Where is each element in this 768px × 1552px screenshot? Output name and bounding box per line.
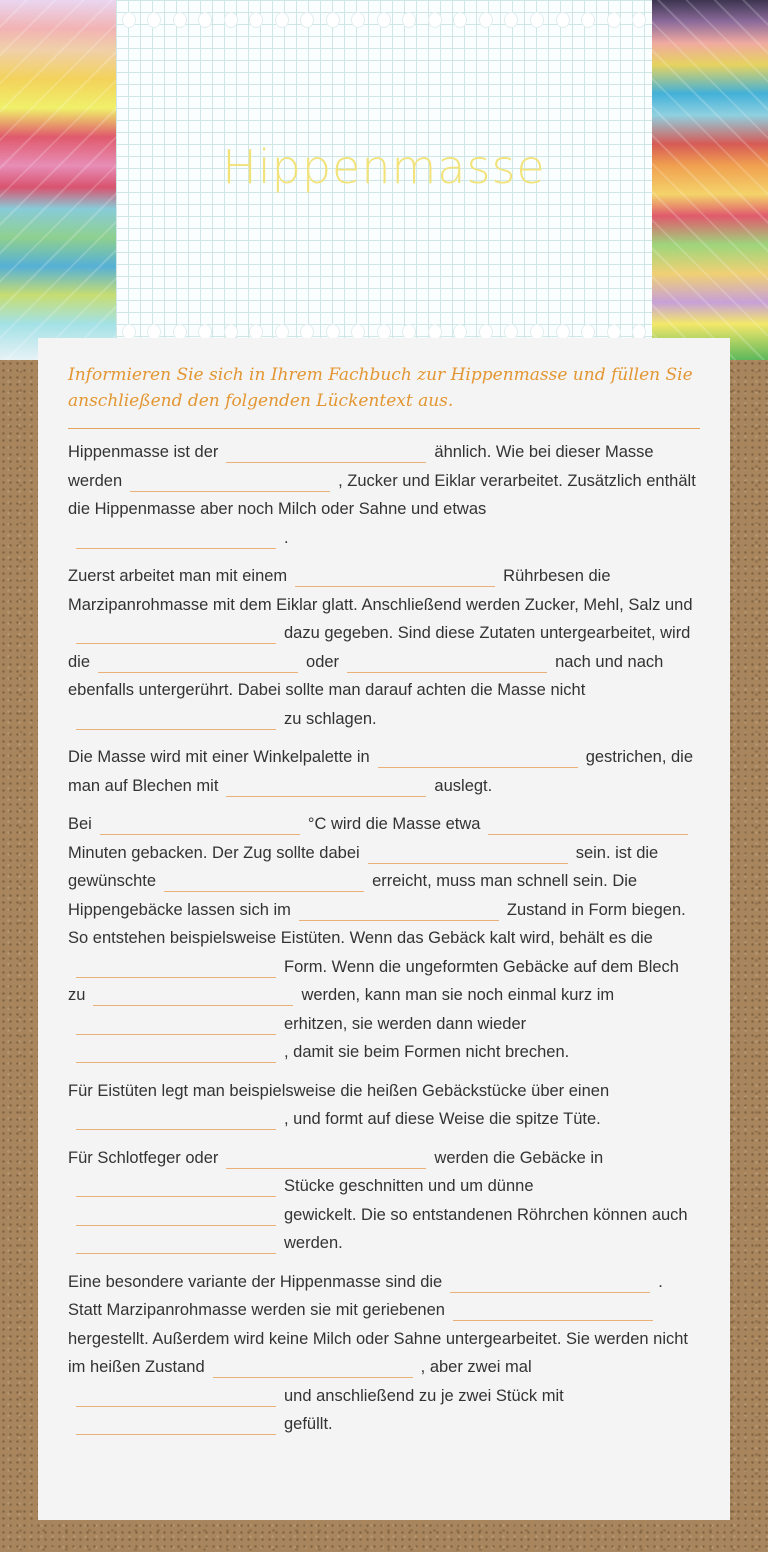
divider [68,428,700,429]
text-segment: °C wird die Masse etwa [307,815,481,833]
text-segment: zu schlagen. [284,709,377,728]
gap-input[interactable] [130,473,330,492]
paragraph [68,743,700,800]
text-segment: . Statt Marzipanrohmasse werden sie mit geriebenen [68,1272,663,1319]
text-segment: Hippenmasse ist der [68,443,219,461]
gap-input[interactable] [226,1150,426,1169]
gap-input[interactable] [450,1274,650,1293]
gap-input[interactable] [76,1416,276,1435]
text-segment: dazu gegeben. Sind diese Zutaten untergearbeitet, wird die [68,624,691,671]
text-segment: Für Eistüten legt man beispielsweise die heißen Gebäckstücke über einen [68,1081,610,1100]
gap-input[interactable] [378,749,578,768]
gap-input[interactable] [76,959,276,978]
cloze-text [68,438,700,1449]
text-segment: werden. [284,1234,343,1252]
gap-input[interactable] [76,1235,276,1254]
gap-input[interactable] [93,987,293,1006]
text-segment: Form. Wenn die ungeformten Gebäcke auf dem Blech zu [68,957,679,1004]
paragraph [68,1268,700,1439]
text-segment: Zustand in Form biegen. So entstehen beispielsweise Eistüten. Wenn das Gebäck kalt wird, behält es die [68,900,686,947]
gap-input[interactable] [98,654,298,673]
text-segment: , Zucker und Eiklar verarbeitet. Zusätzlich enthält die Hippenmasse aber noch Milch oder Sahne und etwas [68,471,696,518]
text-segment: Minuten gebacken. Der Zug sollte dabei [68,843,360,862]
chevron-pattern-left [0,0,116,360]
gap-input[interactable] [299,902,499,921]
gap-input[interactable] [76,1044,276,1063]
text-segment: gefüllt. [284,1415,333,1433]
text-segment: Stücke geschnitten und um dünne [284,1177,534,1195]
chevron-pattern-right [652,0,768,360]
instructions-text: Informieren Sie sich in Ihrem Fachbuch zur Hippenmasse und füllen Sie anschließend den folgenden Lückentext aus. [68,365,693,411]
text-segment: erhitzen, sie werden dann wieder [284,1014,527,1033]
paragraph [68,562,700,733]
gap-input[interactable] [453,1302,653,1321]
text-segment: und anschließend zu je zwei Stück mit [284,1386,564,1405]
gap-input[interactable] [76,1016,276,1035]
gap-input[interactable] [368,845,568,864]
gap-input[interactable] [100,816,300,835]
paper-holes-top [116,12,652,30]
paragraph [68,438,700,552]
text-segment: Eine besondere variante der Hippenmasse sind die [68,1272,443,1291]
text-segment: , aber zwei mal [420,1358,532,1376]
page-title: Hippenmasse [222,140,546,194]
text-segment: Rührbesen die Marzipanrohmasse mit dem Eiklar glatt. Anschließend werden Zucker, Mehl, Salz und [68,567,693,614]
text-segment: erreicht, muss man schnell sein. Die Hippengebäcke lassen sich im [68,872,638,919]
text-segment: Die Masse wird mit einer Winkelpalette in [68,748,370,766]
text-segment: werden, kann man sie noch einmal kurz im [301,986,615,1004]
text-segment: Bei [68,815,92,833]
text-segment: sein. ist die gewünschte [68,843,659,890]
gap-input[interactable] [213,1359,413,1378]
text-segment: auslegt. [434,776,493,795]
gap-input[interactable] [164,873,364,892]
gap-input[interactable] [76,530,276,549]
gap-input[interactable] [76,711,276,730]
text-segment: Für Schlotfeger oder [68,1148,219,1167]
text-segment: hergestellt. Außerdem wird keine Milch oder Sahne untergearbeitet. Sie werden nicht im heißen Zustand [68,1329,689,1376]
text-segment: nach und nach ebenfalls untergerührt. Dabei sollte man darauf achten die Masse nicht [68,652,664,699]
text-segment: gewickelt. Die so entstandenen Röhrchen können auch [284,1205,688,1224]
text-segment: oder [306,652,340,671]
gap-input[interactable] [226,444,426,463]
gap-input[interactable] [76,625,276,644]
gap-input[interactable] [76,1178,276,1197]
text-segment: werden die Gebäcke in [434,1148,604,1167]
gap-input[interactable] [76,1388,276,1407]
gap-input[interactable] [76,1207,276,1226]
gap-input[interactable] [76,1111,276,1130]
text-segment: Zuerst arbeitet man mit einem [68,567,288,585]
text-segment: . [284,528,289,547]
paragraph [68,1077,700,1134]
gap-input[interactable] [347,654,547,673]
paragraph [68,1144,700,1258]
text-segment: ähnlich. Wie bei dieser Masse werden [68,443,654,490]
gap-input[interactable] [295,568,495,587]
paragraph [68,810,700,1067]
gap-input[interactable] [226,778,426,797]
text-segment: , und formt auf diese Weise die spitze Tüte. [284,1110,601,1128]
gap-input[interactable] [488,816,688,835]
text-segment: gestrichen, die man auf Blechen mit [68,748,694,795]
text-segment: , damit sie beim Formen nicht brechen. [284,1043,570,1061]
